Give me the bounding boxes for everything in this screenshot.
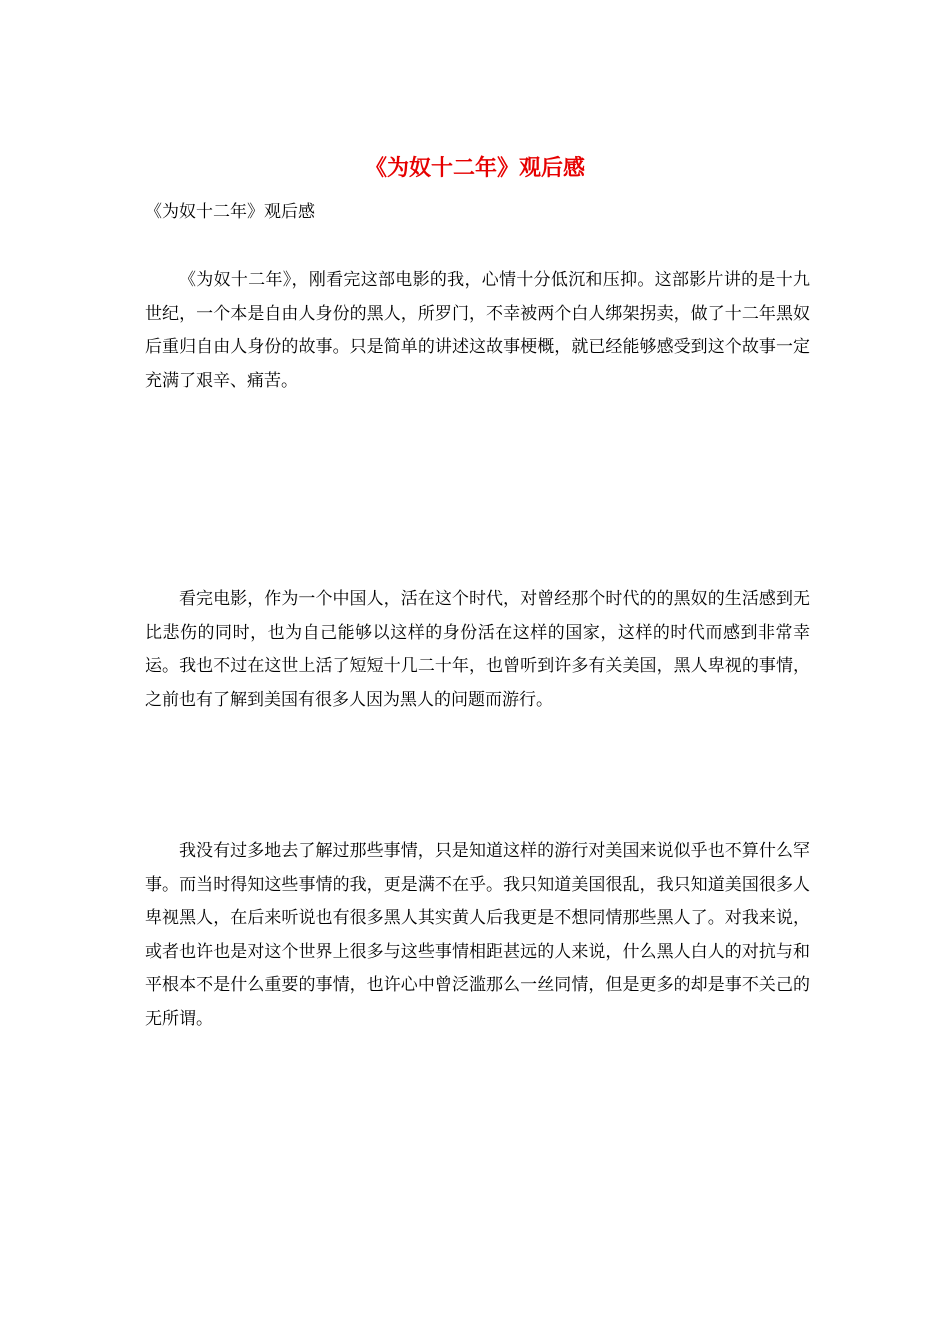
- document-title: 《为奴十二年》观后感: [364, 155, 585, 181]
- document-subtitle: 《为奴十二年》观后感: [145, 202, 315, 222]
- paragraph-2: 看完电影，作为一个中国人，活在这个时代，对曾经那个时代的的黑奴的生活感到无比悲伤的同时，也为自己能够以这样的身份活在这样的国家，这样的时代而感到非常幸运。我也不过在这世上活了短短十几二十年，也曾听到许多有关美国，黑人卑视的事情，之前也有了解到美国有很多人因为黑人的问题而游行。: [145, 589, 810, 710]
- paragraph-1: 《为奴十二年》，刚看完这部电影的我，心情十分低沉和压抑。这部影片讲的是十九世纪，一个本是自由人身份的黑人，所罗门，不幸被两个白人绑架拐卖，做了十二年黑奴后重归自由人身份的故事。只是简单的讲述这故事梗概，就已经能够感受到这个故事一定充满了艰辛、痛苦。: [145, 270, 810, 391]
- paragraph-3: 我没有过多地去了解过那些事情，只是知道这样的游行对美国来说似乎也不算什么罕事。而当时得知这些事情的我，更是满不在乎。我只知道美国很乱，我只知道美国很多人卑视黑人，在后来听说也有很多黑人其实黄人后我更是不想同情那些黑人了。对我来说，或者也许也是对这个世界上很多与这些事情相距甚远的人来说，什么黑人白人的对抗与和平根本不是什么重要的事情，也许心中曾泛滥那么一丝同情，但是更多的却是事不关己的无所谓。: [145, 841, 810, 1029]
